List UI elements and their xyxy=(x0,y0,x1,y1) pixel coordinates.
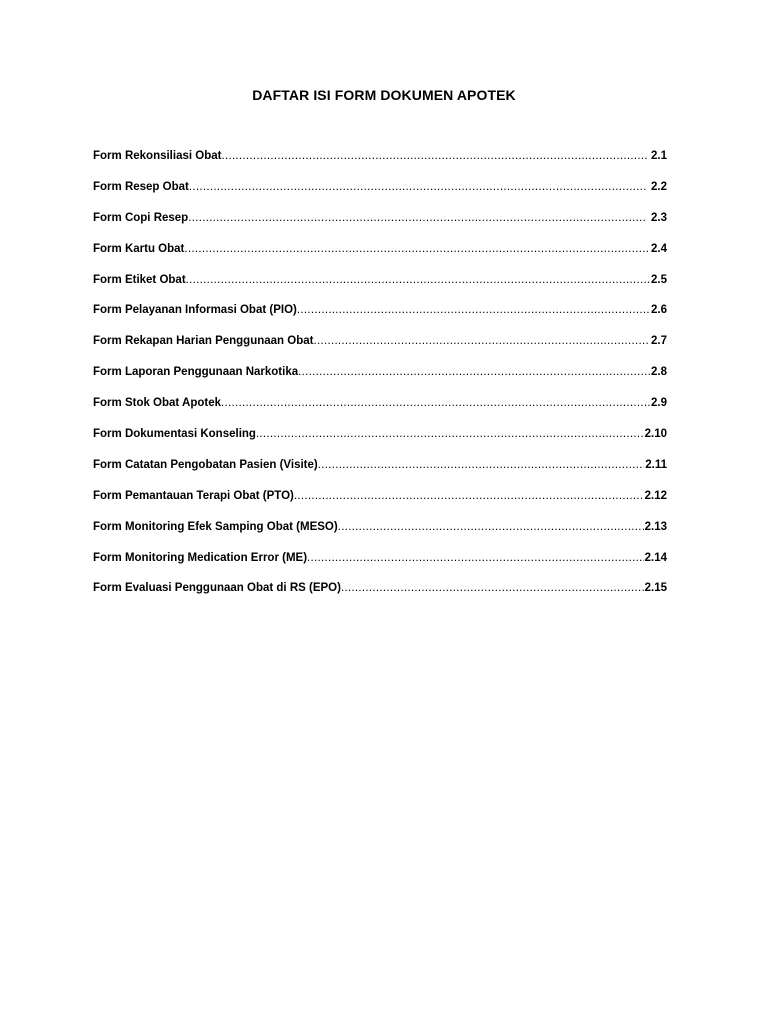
toc-entry-label: Form Evaluasi Penggunaan Obat di RS (EPO) xyxy=(93,582,341,595)
toc-entry-label: Form Kartu Obat xyxy=(93,242,185,255)
toc-entry-label: Form Rekapan Harian Penggunaan Obat xyxy=(93,335,314,348)
toc-dot-leader xyxy=(341,582,644,594)
toc-entry-label: Form Laporan Penggunaan Narkotika xyxy=(93,366,299,379)
toc-entry-page: 2.10 xyxy=(644,428,667,441)
toc-entry-label: Form Pelayanan Informasi Obat (PIO) xyxy=(93,304,297,317)
toc-dot-leader xyxy=(188,212,647,224)
toc-entry[interactable] xyxy=(93,335,667,366)
toc-entry-label: Form Copi Resep xyxy=(93,211,189,224)
toc-dot-leader xyxy=(307,552,644,564)
toc-dot-leader xyxy=(338,521,644,533)
page-title: DAFTAR ISI FORM DOKUMEN APOTEK xyxy=(252,87,516,103)
toc-dot-leader xyxy=(294,490,644,502)
toc-entry-label: Form Catatan Pengobatan Pasien (Visite) xyxy=(93,458,318,471)
toc-entry[interactable] xyxy=(93,459,667,490)
toc-dot-leader xyxy=(184,243,650,255)
table-of-contents xyxy=(93,150,667,613)
toc-entry[interactable] xyxy=(93,212,667,243)
toc-entry-page: 2.1 xyxy=(651,150,667,162)
toc-entry-page: 2.2 xyxy=(651,180,667,193)
toc-entry-page: 2.14 xyxy=(644,551,667,564)
toc-entry-label: Form Dokumentasi Konseling xyxy=(93,428,256,441)
toc-dot-leader xyxy=(189,181,647,193)
toc-entry[interactable] xyxy=(93,304,667,335)
toc-entry[interactable] xyxy=(93,582,667,613)
toc-dot-leader xyxy=(313,335,650,347)
toc-dot-leader xyxy=(186,274,650,286)
toc-dot-leader xyxy=(221,150,647,162)
toc-entry-page: 2.9 xyxy=(651,397,667,410)
toc-entry-label: Form Etiket Obat xyxy=(93,273,186,286)
toc-entry[interactable] xyxy=(93,428,667,459)
toc-entry-page: 2.6 xyxy=(651,304,667,317)
toc-entry-page: 2.3 xyxy=(651,211,667,224)
toc-dot-leader xyxy=(298,366,650,378)
toc-entry-page: 2.12 xyxy=(644,489,667,502)
toc-entry[interactable] xyxy=(93,243,667,274)
toc-entry-label: Form Monitoring Medication Error (ME) xyxy=(93,551,308,564)
toc-entry-page: 2.13 xyxy=(644,520,667,533)
toc-entry[interactable] xyxy=(93,150,667,181)
toc-entry[interactable] xyxy=(93,552,667,583)
toc-entry[interactable] xyxy=(93,181,667,212)
toc-entry[interactable] xyxy=(93,397,667,428)
toc-entry-label: Form Pemantauan Terapi Obat (PTO) xyxy=(93,489,294,502)
toc-entry-page: 2.15 xyxy=(644,582,667,595)
toc-entry-label: Form Resep Obat xyxy=(93,180,189,193)
toc-entry[interactable] xyxy=(93,521,667,552)
toc-dot-leader xyxy=(221,397,650,409)
toc-entry-label: Form Monitoring Efek Samping Obat (MESO) xyxy=(93,520,338,533)
toc-entry-label: Form Rekonsiliasi Obat xyxy=(93,150,222,162)
toc-entry[interactable] xyxy=(93,366,667,397)
toc-entry-page: 2.5 xyxy=(651,273,667,286)
toc-entry-label: Form Stok Obat Apotek xyxy=(93,397,221,410)
toc-entry-page: 2.4 xyxy=(651,242,667,255)
toc-entry-page: 2.11 xyxy=(645,458,667,471)
toc-dot-leader xyxy=(318,459,645,471)
toc-dot-leader xyxy=(256,428,644,440)
toc-entry[interactable] xyxy=(93,490,667,521)
toc-dot-leader xyxy=(297,304,650,316)
toc-entry[interactable] xyxy=(93,274,667,305)
toc-entry-page: 2.7 xyxy=(651,335,667,348)
toc-entry-page: 2.8 xyxy=(651,366,667,379)
